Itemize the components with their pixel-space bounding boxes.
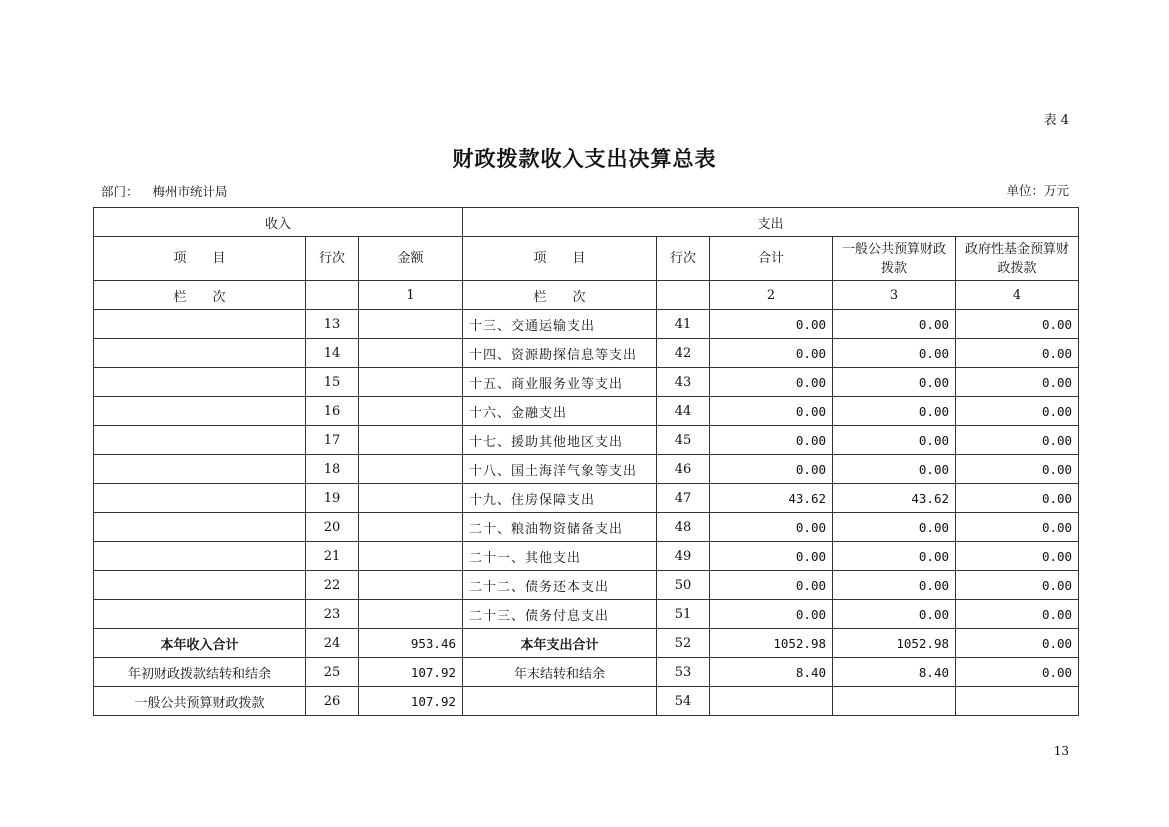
section-income: 收入 — [94, 208, 463, 237]
general-amount: 0.00 — [833, 368, 956, 397]
expense-line: 42 — [657, 339, 710, 368]
expense-item: 十五、商业服务业等支出 — [463, 368, 657, 397]
total-amount: 0.00 — [710, 426, 833, 455]
income-item — [94, 310, 306, 339]
general-amount: 0.00 — [833, 455, 956, 484]
fund-amount: 0.00 — [956, 397, 1079, 426]
income-item — [94, 513, 306, 542]
expense-item: 本年支出合计 — [463, 629, 657, 658]
colno-empty — [657, 281, 710, 310]
expense-item: 十四、资源勘探信息等支出 — [463, 339, 657, 368]
fund-amount: 0.00 — [956, 571, 1079, 600]
income-item — [94, 542, 306, 571]
department-line — [101, 182, 228, 200]
table-row — [94, 397, 1079, 426]
income-line: 13 — [306, 310, 359, 339]
income-item — [94, 455, 306, 484]
col-header-income-line: 行次 — [306, 237, 359, 281]
total-amount — [710, 687, 833, 716]
colno-amount: 1 — [359, 281, 463, 310]
expense-line: 49 — [657, 542, 710, 571]
table-row — [94, 600, 1079, 629]
fund-amount: 0.00 — [956, 310, 1079, 339]
colno-total: 2 — [710, 281, 833, 310]
expense-line: 48 — [657, 513, 710, 542]
section-header-row — [94, 208, 1079, 237]
summary-row — [94, 658, 1079, 687]
expense-line: 50 — [657, 571, 710, 600]
total-amount: 0.00 — [710, 513, 833, 542]
fund-amount: 0.00 — [956, 629, 1079, 658]
income-amount — [359, 513, 463, 542]
table-row — [94, 542, 1079, 571]
expense-item: 十八、国土海洋气象等支出 — [463, 455, 657, 484]
income-item — [94, 484, 306, 513]
total-amount: 0.00 — [710, 310, 833, 339]
department-label: 部门： — [101, 184, 139, 199]
income-item: 一般公共预算财政拨款 — [94, 687, 306, 716]
expense-line: 43 — [657, 368, 710, 397]
col-header-amount: 金额 — [359, 237, 463, 281]
income-line: 23 — [306, 600, 359, 629]
expense-line: 54 — [657, 687, 710, 716]
table-row — [94, 426, 1079, 455]
summary-row — [94, 629, 1079, 658]
income-item — [94, 368, 306, 397]
fund-amount: 0.00 — [956, 542, 1079, 571]
col-header-expense-item: 项 目 — [463, 237, 657, 281]
expense-line: 53 — [657, 658, 710, 687]
general-amount: 0.00 — [833, 397, 956, 426]
total-amount: 1052.98 — [710, 629, 833, 658]
general-amount — [833, 687, 956, 716]
income-line: 14 — [306, 339, 359, 368]
income-amount — [359, 310, 463, 339]
general-amount: 0.00 — [833, 310, 956, 339]
fund-amount: 0.00 — [956, 455, 1079, 484]
department-value: 梅州市统计局 — [152, 184, 228, 199]
income-amount — [359, 368, 463, 397]
income-amount — [359, 600, 463, 629]
income-line: 21 — [306, 542, 359, 571]
fund-amount: 0.00 — [956, 600, 1079, 629]
fund-amount: 0.00 — [956, 484, 1079, 513]
page-title: 财政拨款收入支出决算总表 — [452, 147, 717, 171]
general-amount: 0.00 — [833, 339, 956, 368]
income-item — [94, 571, 306, 600]
expense-line: 45 — [657, 426, 710, 455]
page-number: 13 — [1053, 744, 1069, 758]
expense-item: 二十二、债务还本支出 — [463, 571, 657, 600]
general-amount: 0.00 — [833, 513, 956, 542]
total-amount: 0.00 — [710, 339, 833, 368]
expense-item: 十三、交通运输支出 — [463, 310, 657, 339]
expense-line: 44 — [657, 397, 710, 426]
income-amount: 953.46 — [359, 629, 463, 658]
income-line: 17 — [306, 426, 359, 455]
table-row — [94, 310, 1079, 339]
total-amount: 0.00 — [710, 397, 833, 426]
income-item — [94, 339, 306, 368]
table-row — [94, 571, 1079, 600]
total-amount: 43.62 — [710, 484, 833, 513]
general-amount: 0.00 — [833, 542, 956, 571]
column-header-row — [94, 237, 1079, 281]
total-amount: 0.00 — [710, 600, 833, 629]
income-item — [94, 426, 306, 455]
col-header-general-budget: 一般公共预算财政拨款 — [833, 237, 956, 281]
expense-line: 52 — [657, 629, 710, 658]
income-line: 24 — [306, 629, 359, 658]
table-row — [94, 484, 1079, 513]
income-amount — [359, 339, 463, 368]
expense-line: 47 — [657, 484, 710, 513]
table-row — [94, 513, 1079, 542]
table-row — [94, 339, 1079, 368]
fund-amount: 0.00 — [956, 513, 1079, 542]
income-amount — [359, 397, 463, 426]
total-amount: 0.00 — [710, 571, 833, 600]
fund-amount: 0.00 — [956, 339, 1079, 368]
col-header-total: 合计 — [710, 237, 833, 281]
fund-amount: 0.00 — [956, 426, 1079, 455]
fund-amount: 0.00 — [956, 368, 1079, 397]
total-amount: 0.00 — [710, 455, 833, 484]
colno-general: 3 — [833, 281, 956, 310]
expense-item: 十七、援助其他地区支出 — [463, 426, 657, 455]
colno-empty — [306, 281, 359, 310]
expense-line: 46 — [657, 455, 710, 484]
income-amount — [359, 426, 463, 455]
general-amount: 8.40 — [833, 658, 956, 687]
total-amount: 0.00 — [710, 542, 833, 571]
income-item: 年初财政拨款结转和结余 — [94, 658, 306, 687]
col-header-fund-budget: 政府性基金预算财政拨款 — [956, 237, 1079, 281]
expense-item — [463, 687, 657, 716]
table-number: 表 4 — [1043, 113, 1069, 128]
fund-amount: 0.00 — [956, 658, 1079, 687]
summary-row — [94, 687, 1079, 716]
income-amount — [359, 455, 463, 484]
expense-item: 二十三、债务付息支出 — [463, 600, 657, 629]
income-line: 18 — [306, 455, 359, 484]
total-amount: 8.40 — [710, 658, 833, 687]
fund-amount — [956, 687, 1079, 716]
table-row — [94, 455, 1079, 484]
table-row — [94, 368, 1079, 397]
general-amount: 43.62 — [833, 484, 956, 513]
income-amount — [359, 484, 463, 513]
colno-fund: 4 — [956, 281, 1079, 310]
income-item: 本年收入合计 — [94, 629, 306, 658]
colno-label: 栏 次 — [94, 281, 306, 310]
expense-item: 二十一、其他支出 — [463, 542, 657, 571]
col-header-income-item: 项 目 — [94, 237, 306, 281]
income-line: 20 — [306, 513, 359, 542]
income-amount: 107.92 — [359, 687, 463, 716]
col-header-expense-line: 行次 — [657, 237, 710, 281]
expense-item: 十九、住房保障支出 — [463, 484, 657, 513]
general-amount: 0.00 — [833, 600, 956, 629]
expense-item: 二十、粮油物资储备支出 — [463, 513, 657, 542]
income-line: 16 — [306, 397, 359, 426]
income-item — [94, 600, 306, 629]
section-expense: 支出 — [463, 208, 1079, 237]
expense-item: 十六、金融支出 — [463, 397, 657, 426]
income-line: 26 — [306, 687, 359, 716]
expense-line: 51 — [657, 600, 710, 629]
income-line: 19 — [306, 484, 359, 513]
income-line: 25 — [306, 658, 359, 687]
income-line: 15 — [306, 368, 359, 397]
unit-label: 单位：万元 — [1006, 183, 1069, 198]
income-amount: 107.92 — [359, 658, 463, 687]
expense-item: 年末结转和结余 — [463, 658, 657, 687]
general-amount: 0.00 — [833, 426, 956, 455]
colno-expense-label: 栏 次 — [463, 281, 657, 310]
income-item — [94, 397, 306, 426]
expense-line: 41 — [657, 310, 710, 339]
total-amount: 0.00 — [710, 368, 833, 397]
general-amount: 1052.98 — [833, 629, 956, 658]
income-line: 22 — [306, 571, 359, 600]
income-amount — [359, 571, 463, 600]
income-amount — [359, 542, 463, 571]
budget-table — [93, 207, 1079, 716]
column-number-row — [94, 281, 1079, 310]
general-amount: 0.00 — [833, 571, 956, 600]
